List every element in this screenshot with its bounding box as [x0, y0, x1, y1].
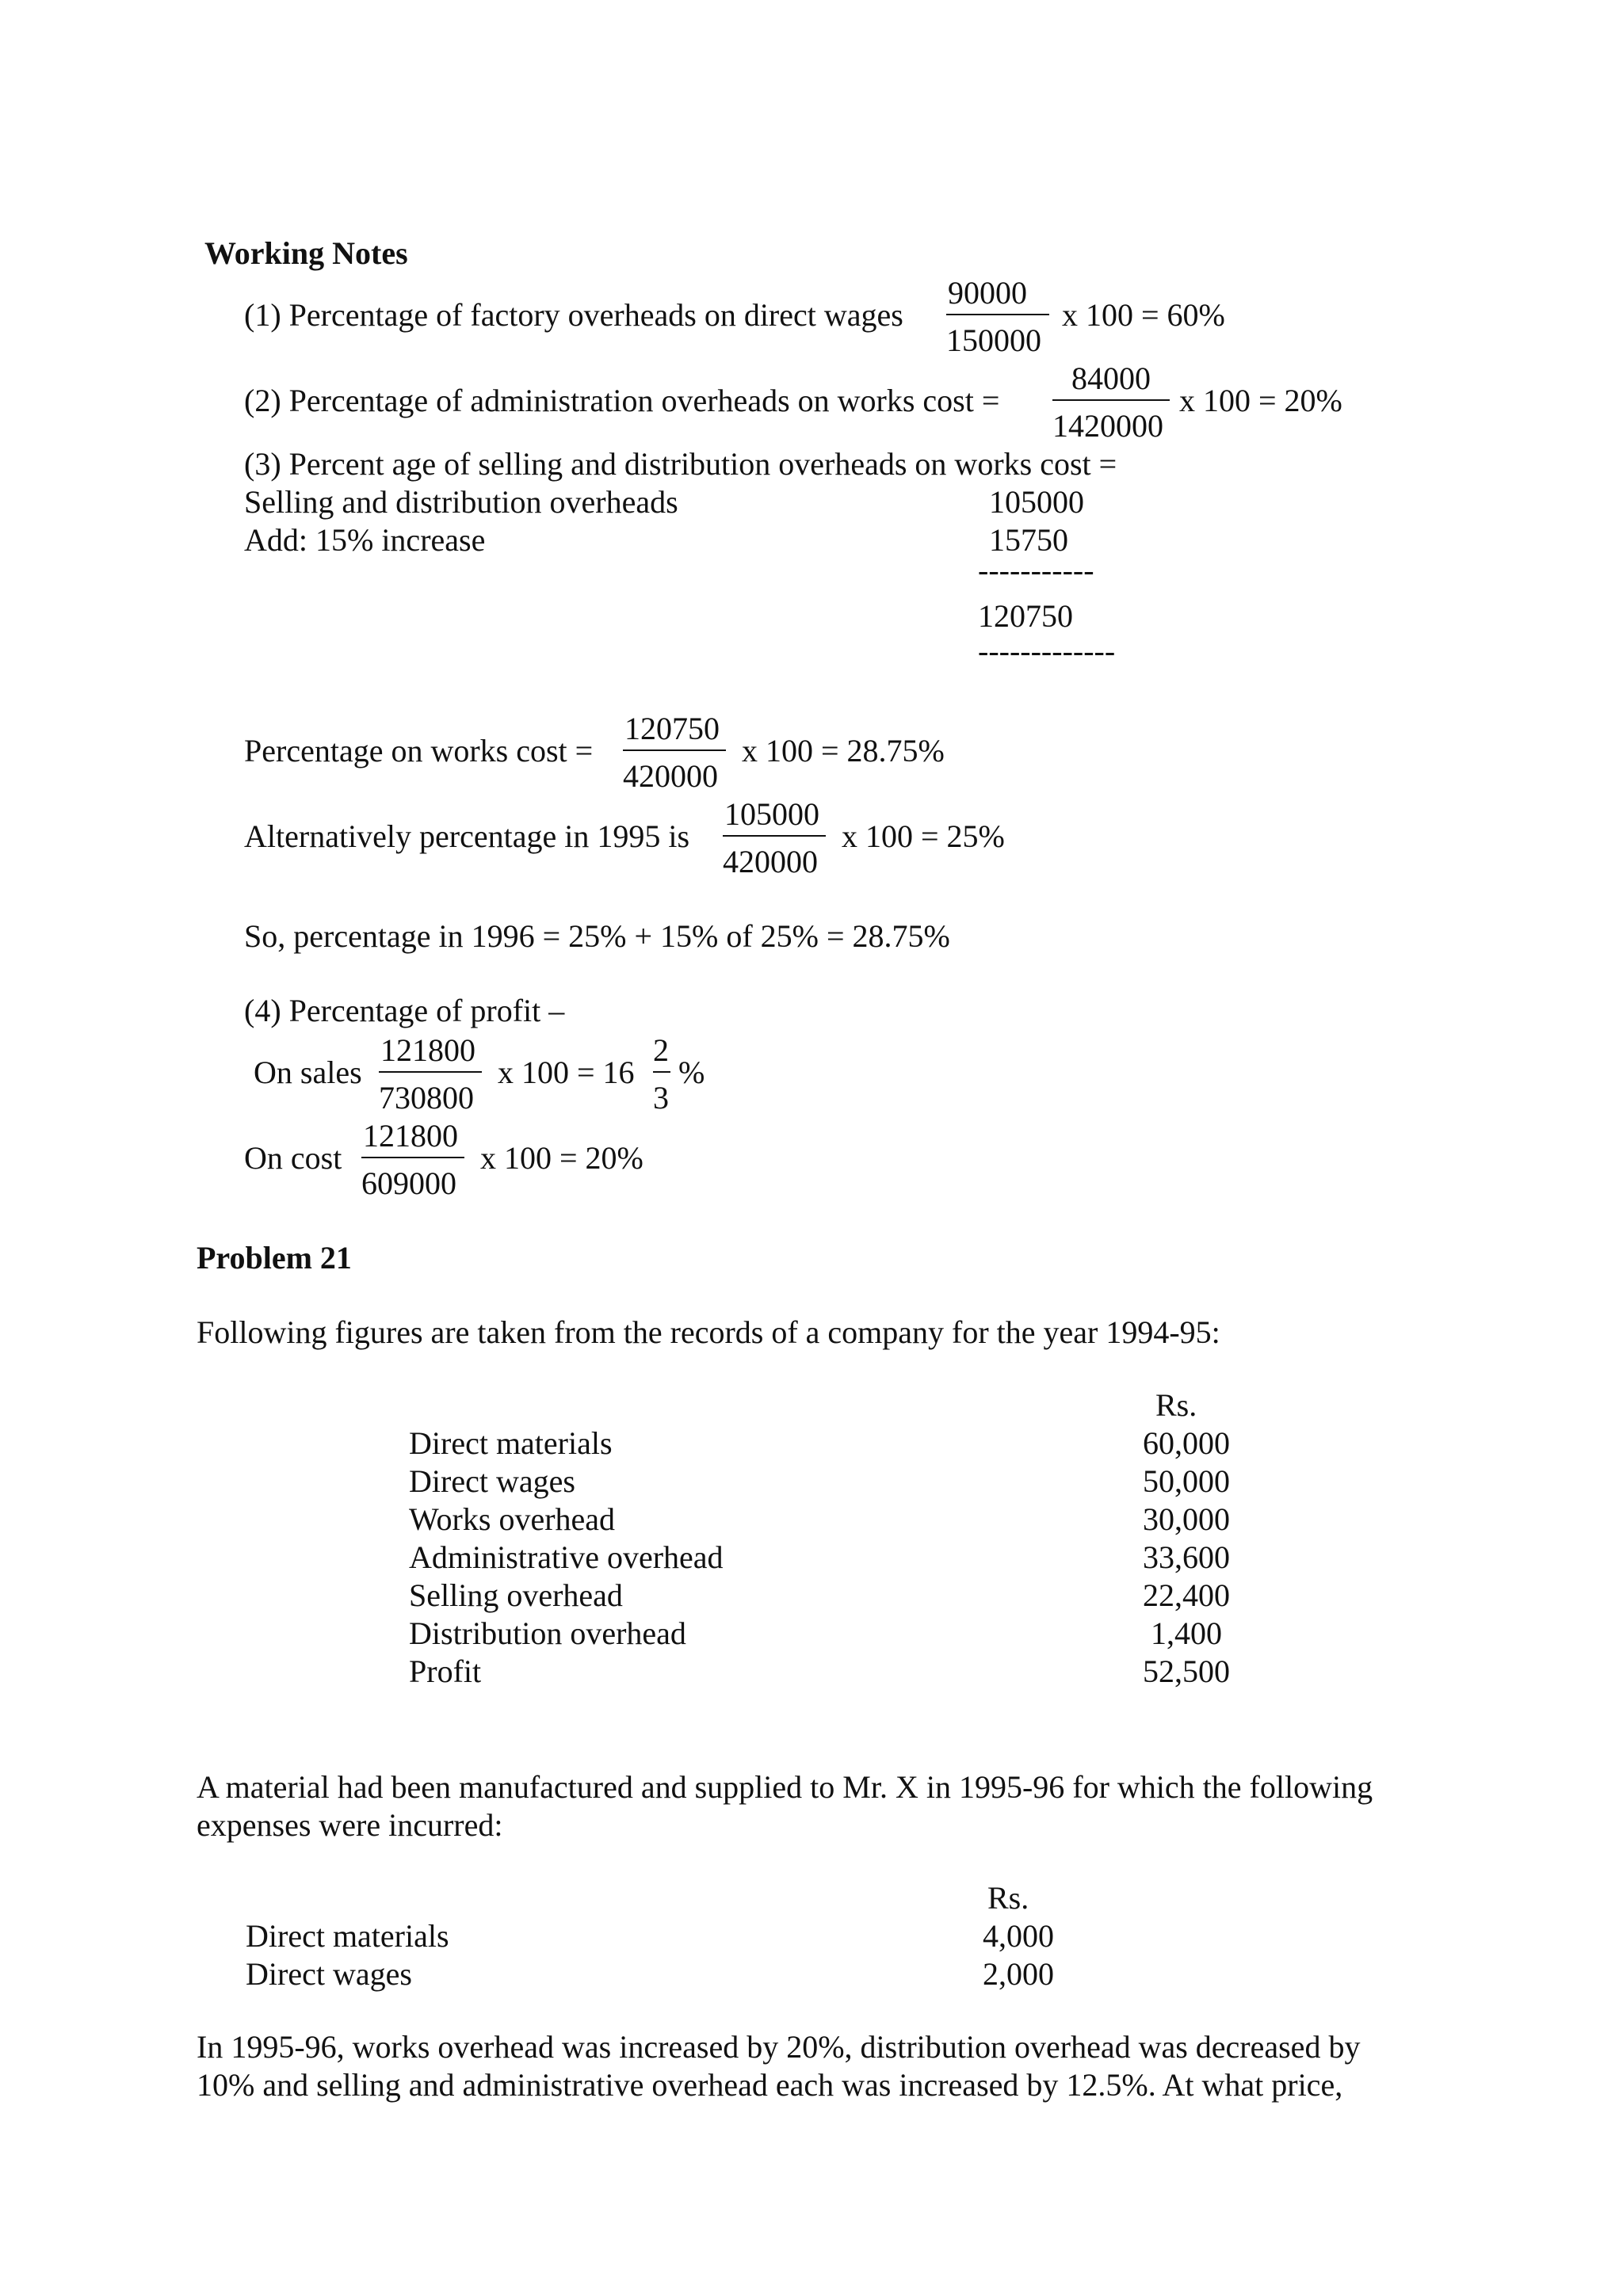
expense-label: Works overhead	[409, 1501, 616, 1537]
fraction-denominator: 3	[653, 1080, 669, 1116]
note3-rule-1: -----------	[978, 552, 1094, 588]
fraction-numerator: 121800	[380, 1032, 475, 1068]
fraction-denominator: 609000	[361, 1165, 456, 1201]
expense-value: 52,500	[1143, 1653, 1230, 1689]
fraction-denominator: 150000	[946, 322, 1041, 358]
note3-row1-label: Selling and distribution overheads	[244, 484, 678, 520]
on-cost-label: On cost	[244, 1140, 342, 1176]
expense-label: Distribution overhead	[409, 1615, 686, 1651]
expense-value: 50,000	[1143, 1463, 1230, 1499]
fraction-bar	[361, 1157, 464, 1158]
note3-row2-label: Add: 15% increase	[244, 522, 486, 558]
fraction-bar	[653, 1071, 670, 1073]
expense-label: Direct materials	[409, 1425, 613, 1461]
fraction-numerator: 84000	[1071, 360, 1151, 396]
expense-value: 30,000	[1143, 1501, 1230, 1537]
so-percentage-line: So, percentage in 1996 = 25% + 15% of 25% = 28.75%	[244, 918, 950, 954]
currency-header-2: Rs.	[987, 1880, 1029, 1916]
note3-total: 120750	[978, 598, 1073, 634]
fraction-bar	[623, 749, 726, 751]
expense-value: 2,000	[983, 1956, 1054, 1992]
fraction-bar	[379, 1071, 482, 1073]
expense-label: Administrative overhead	[409, 1539, 724, 1575]
fraction-numerator: 105000	[724, 796, 819, 832]
expense-label: Direct wages	[246, 1956, 412, 1992]
expense-label: Profit	[409, 1653, 482, 1689]
fraction-numerator: 120750	[624, 711, 720, 746]
fraction-numerator: 121800	[363, 1118, 458, 1154]
expense-label: Direct materials	[246, 1918, 449, 1954]
on-sales-result: x 100 = 16	[498, 1055, 635, 1090]
paragraph-2-line-1: A material had been manufactured and supplied to Mr. X in 1995-96 for which the following	[197, 1769, 1373, 1805]
working-notes-heading: Working Notes	[204, 235, 408, 271]
alternative-percentage-label: Alternatively percentage in 1995 is	[244, 818, 690, 854]
expense-value: 33,600	[1143, 1539, 1230, 1575]
expense-label: Direct wages	[409, 1463, 575, 1499]
works-cost-fraction	[623, 711, 720, 794]
fraction-denominator: 730800	[379, 1080, 474, 1116]
works-cost-result: x 100 = 28.75%	[742, 733, 945, 769]
note2-result: x 100 = 20%	[1179, 383, 1342, 418]
note2-fraction	[1052, 360, 1163, 444]
note4-label: (4) Percentage of profit –	[244, 993, 565, 1028]
expense-value: 4,000	[983, 1918, 1054, 1954]
note3-row1-value: 105000	[989, 484, 1084, 520]
paragraph-3-line-2: 10% and selling and administrative overhead each was increased by 12.5%. At what price,	[197, 2067, 1343, 2103]
fraction-numerator: 90000	[948, 275, 1027, 311]
alternative-result: x 100 = 25%	[842, 818, 1005, 854]
on-cost-fraction	[361, 1118, 458, 1201]
note1-label: (1) Percentage of factory overheads on direct wages	[244, 297, 903, 333]
on-sales-label: On sales	[254, 1055, 362, 1090]
fraction-bar	[1052, 399, 1170, 401]
paragraph-2-line-2: expenses were incurred:	[197, 1807, 503, 1843]
note3-label: (3) Percent age of selling and distribution overheads on works cost =	[244, 446, 1117, 482]
note1-fraction	[946, 275, 1041, 358]
expense-value: 22,400	[1143, 1577, 1230, 1613]
fraction-bar	[723, 835, 826, 837]
note3-rule-2: -------------	[978, 633, 1116, 669]
works-cost-percentage-label: Percentage on works cost =	[244, 733, 594, 769]
fraction-denominator: 420000	[623, 758, 718, 794]
note2-label: (2) Percentage of administration overheads on works cost =	[244, 383, 1000, 418]
expense-label: Selling overhead	[409, 1577, 623, 1613]
note3-row2-value: 15750	[989, 522, 1068, 558]
on-sales-percent-sign: %	[678, 1055, 705, 1090]
fraction-denominator: 420000	[723, 844, 818, 879]
expense-value: 60,000	[1143, 1425, 1230, 1461]
problem-heading: Problem 21	[197, 1240, 352, 1276]
expense-value: 1,400	[1151, 1615, 1222, 1651]
currency-header: Rs.	[1155, 1387, 1197, 1423]
problem-intro: Following figures are taken from the records of a company for the year 1994-95:	[197, 1314, 1220, 1350]
fraction-denominator: 1420000	[1052, 408, 1163, 444]
on-cost-result: x 100 = 20%	[480, 1140, 643, 1176]
fraction-numerator: 2	[653, 1032, 669, 1068]
fraction-bar	[946, 314, 1049, 315]
paragraph-3-line-1: In 1995-96, works overhead was increased by 20%, distribution overhead was decreased by	[197, 2029, 1361, 2065]
note1-result: x 100 = 60%	[1062, 297, 1225, 333]
